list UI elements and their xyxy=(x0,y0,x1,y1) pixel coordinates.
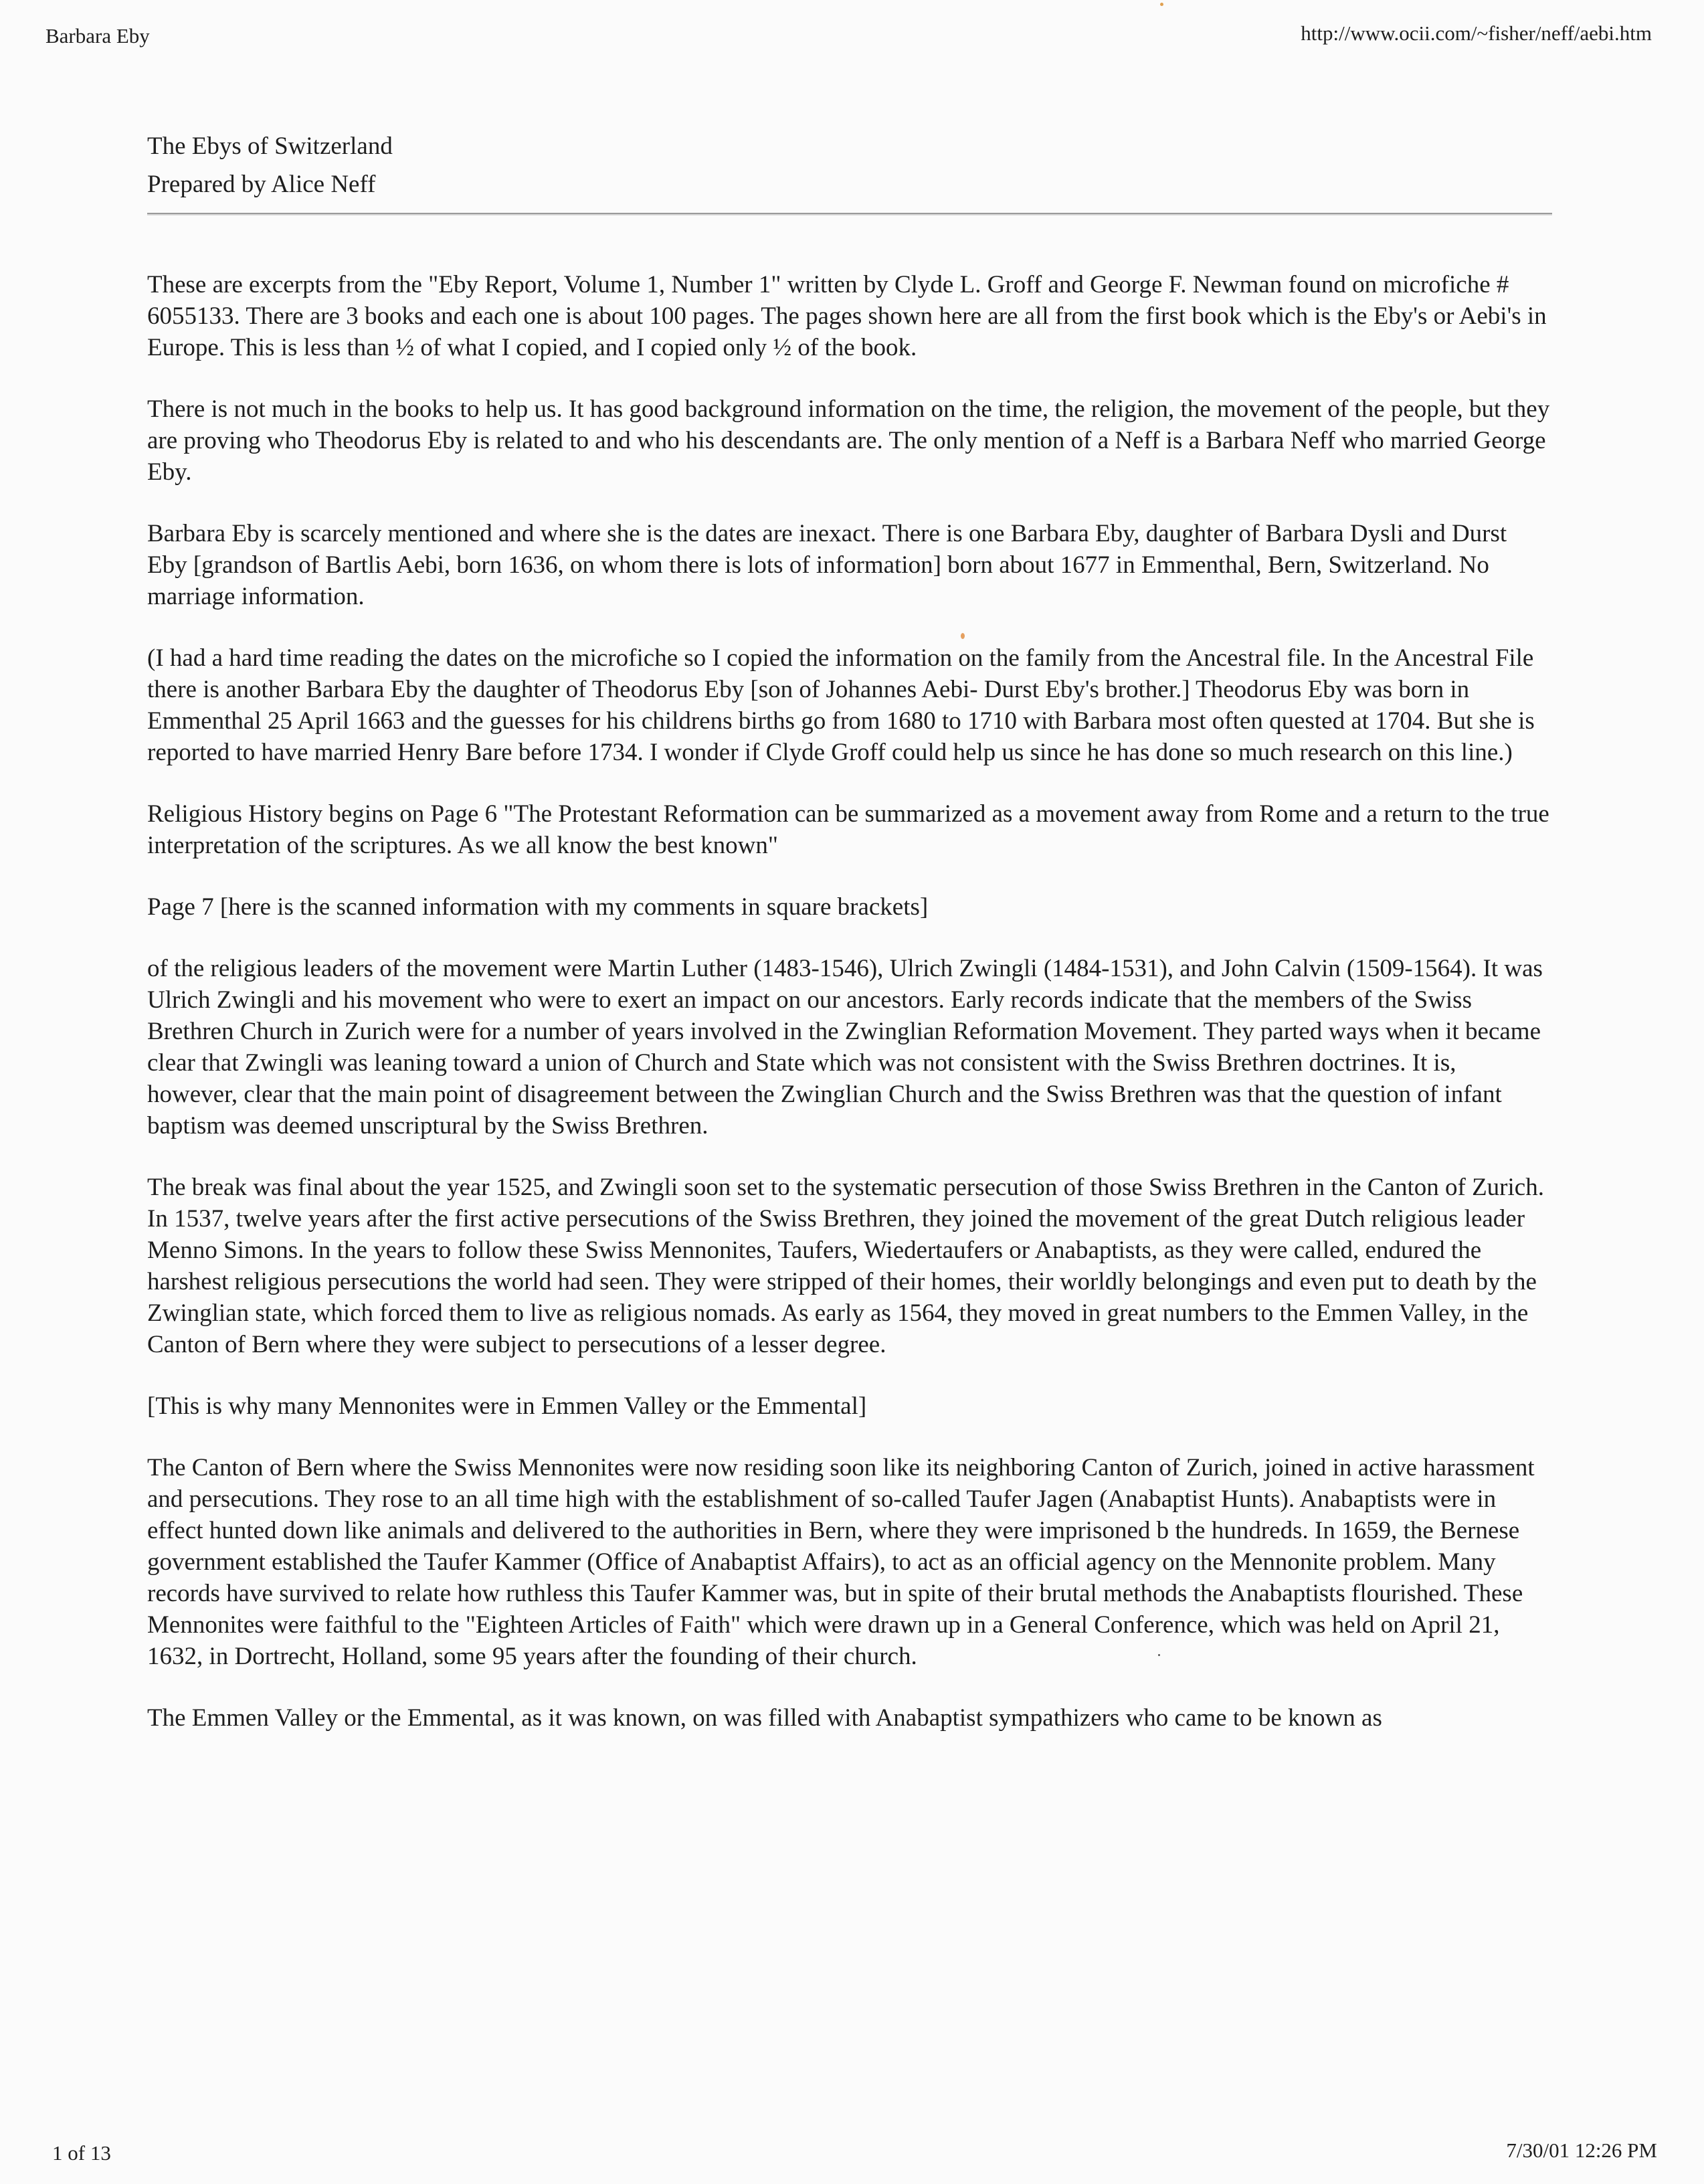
paragraph-religious-leaders: of the religious leaders of the movement were Martin Luther (1483-1546), Ulrich Zwingli (1484-1531), and John Calvin (1509-1564). It was Ulrich Zwingli and his movement who were to exert an impact on our ancestors. Early records indicate that the members of the Swiss Brethren Church in Zurich were for a number of years involved in the Zwinglian Reformation Movement. They parted ways when it became clear that Zwingli was leaning toward a union of Church and State which was not consistent with the Swiss Brethren doctrines. It is, however, clear that the main point of disagreement between the Zwinglian Church and the Swiss Brethren was that the question of infant baptism was deemed unscriptural by the Swiss Brethren. xyxy=(147,955,1543,1140)
paragraph-religious-history: Religious History begins on Page 6 "The Protestant Reformation can be summarized as a movement away from Rome and a return to the true interpretation of the scriptures. As we all know the best known" xyxy=(147,800,1549,859)
print-header-url: http://www.ocii.com/~fisher/neff/aebi.htm xyxy=(1301,21,1652,45)
horizontal-rule xyxy=(147,213,1552,215)
paragraph-canton-of-bern: The Canton of Bern where the Swiss Mennonites were now residing soon like its neighboring Canton of Zurich, joined in active harassment and persecutions. They rose to an all time high with the establishment of so-called Taufer Jagen (Anabaptist Hunts). Anabaptists were in effect hunted down like animals and delivered to the authorities in Bern, where they were imprisoned b the hundreds. In 1659, the Bernese government established the Taufer Kammer (Office of Anabaptist Affairs), to act as an official agency on the Mennonite problem. Many records have survived to relate how ruthless this Taufer Kammer was, but in spite of their brutal methods the Anabaptists flourished. These Mennonites were faithful to the "Eighteen Articles of Faith" which were drawn up in a General Conference, which was held on April 21, 1632, in Dortrecht, Holland, some 95 years after the founding of their church. xyxy=(147,1454,1535,1670)
document-author: Prepared by Alice Neff xyxy=(147,171,376,198)
paragraph-emmental: The Emmen Valley or the Emmental, as it was known, on was filled with Anabaptist sympathizers who came to be known as xyxy=(147,1704,1382,1732)
paragraph-ancestral-file: (I had a hard time reading the dates on the microfiche so I copied the information on the family from the Ancestral file. In the Ancestral File there is another Barbara Eby the daughter of Theodorus Eby [son of Johannes Aebi- Durst Eby's brother.] Theodorus Eby was born in Emmenthal 25 April 1663 and the guesses for his childrens births go from 1680 to 1710 with Barbara most often quested at 1704. But she is reported to have married Henry Bare before 1734. I wonder if Clyde Groff could help us since he has done so much research on this line.) xyxy=(147,644,1535,766)
scan-speck xyxy=(1158,1654,1160,1656)
print-footer-page-count: 1 of 13 xyxy=(52,2141,111,2165)
paragraph-emmen-valley-note: [This is why many Mennonites were in Emmen Valley or the Emmental] xyxy=(147,1392,867,1420)
scan-speck xyxy=(1160,3,1163,6)
document-body xyxy=(147,127,1552,1734)
paragraph-intro: These are excerpts from the "Eby Report, Volume 1, Number 1" written by Clyde L. Groff and George F. Newman found on microfiche # 6055133. There are 3 books and each one is about 100 pages. The pages shown here are all from the first book which is the Eby's or Aebi's in Europe. This is less than ½ of what I copied, and I copied only ½ of the book. xyxy=(147,271,1547,361)
paragraph-break-1525: The break was final about the year 1525, and Zwingli soon set to the systematic persecution of those Swiss Brethren in the Canton of Zurich. In 1537, twelve years after the first active persecutions of the Swiss Brethren, they joined the movement of the great Dutch religious leader Menno Simons. In the years to follow these Swiss Mennonites, Taufers, Wiedertaufers or Anabaptists, as they were called, endured the harshest religious persecutions the world had seen. They were stripped of their homes, their worldly belongings and even put to death by the Zwinglian state, which forced them to live as religious nomads. As early as 1564, they moved in great numbers to the Emmen Valley, in the Canton of Bern where they were subject to persecutions of a lesser degree. xyxy=(147,1174,1544,1358)
scan-speck xyxy=(961,633,965,639)
document-title: The Ebys of Switzerland xyxy=(147,132,393,160)
paragraph-page-7-note: Page 7 [here is the scanned information with my comments in square brackets] xyxy=(147,893,929,921)
print-footer-timestamp: 7/30/01 12:26 PM xyxy=(1506,2138,1657,2162)
paragraph-background: There is not much in the books to help us. It has good background information on the time, the religion, the movement of the people, but they are proving who Theodorus Eby is related to and who his descendants are. The only mention of a Neff is a Barbara Neff who married George Eby. xyxy=(147,395,1550,486)
paragraph-barbara-eby: Barbara Eby is scarcely mentioned and where she is the dates are inexact. There is one Barbara Eby, daughter of Barbara Dysli and Durst Eby [grandson of Bartlis Aebi, born 1636, on whom there is lots of information] born about 1677 in Emmenthal, Bern, Switzerland. No marriage information. xyxy=(147,520,1507,610)
print-header-page-title: Barbara Eby xyxy=(45,24,150,48)
